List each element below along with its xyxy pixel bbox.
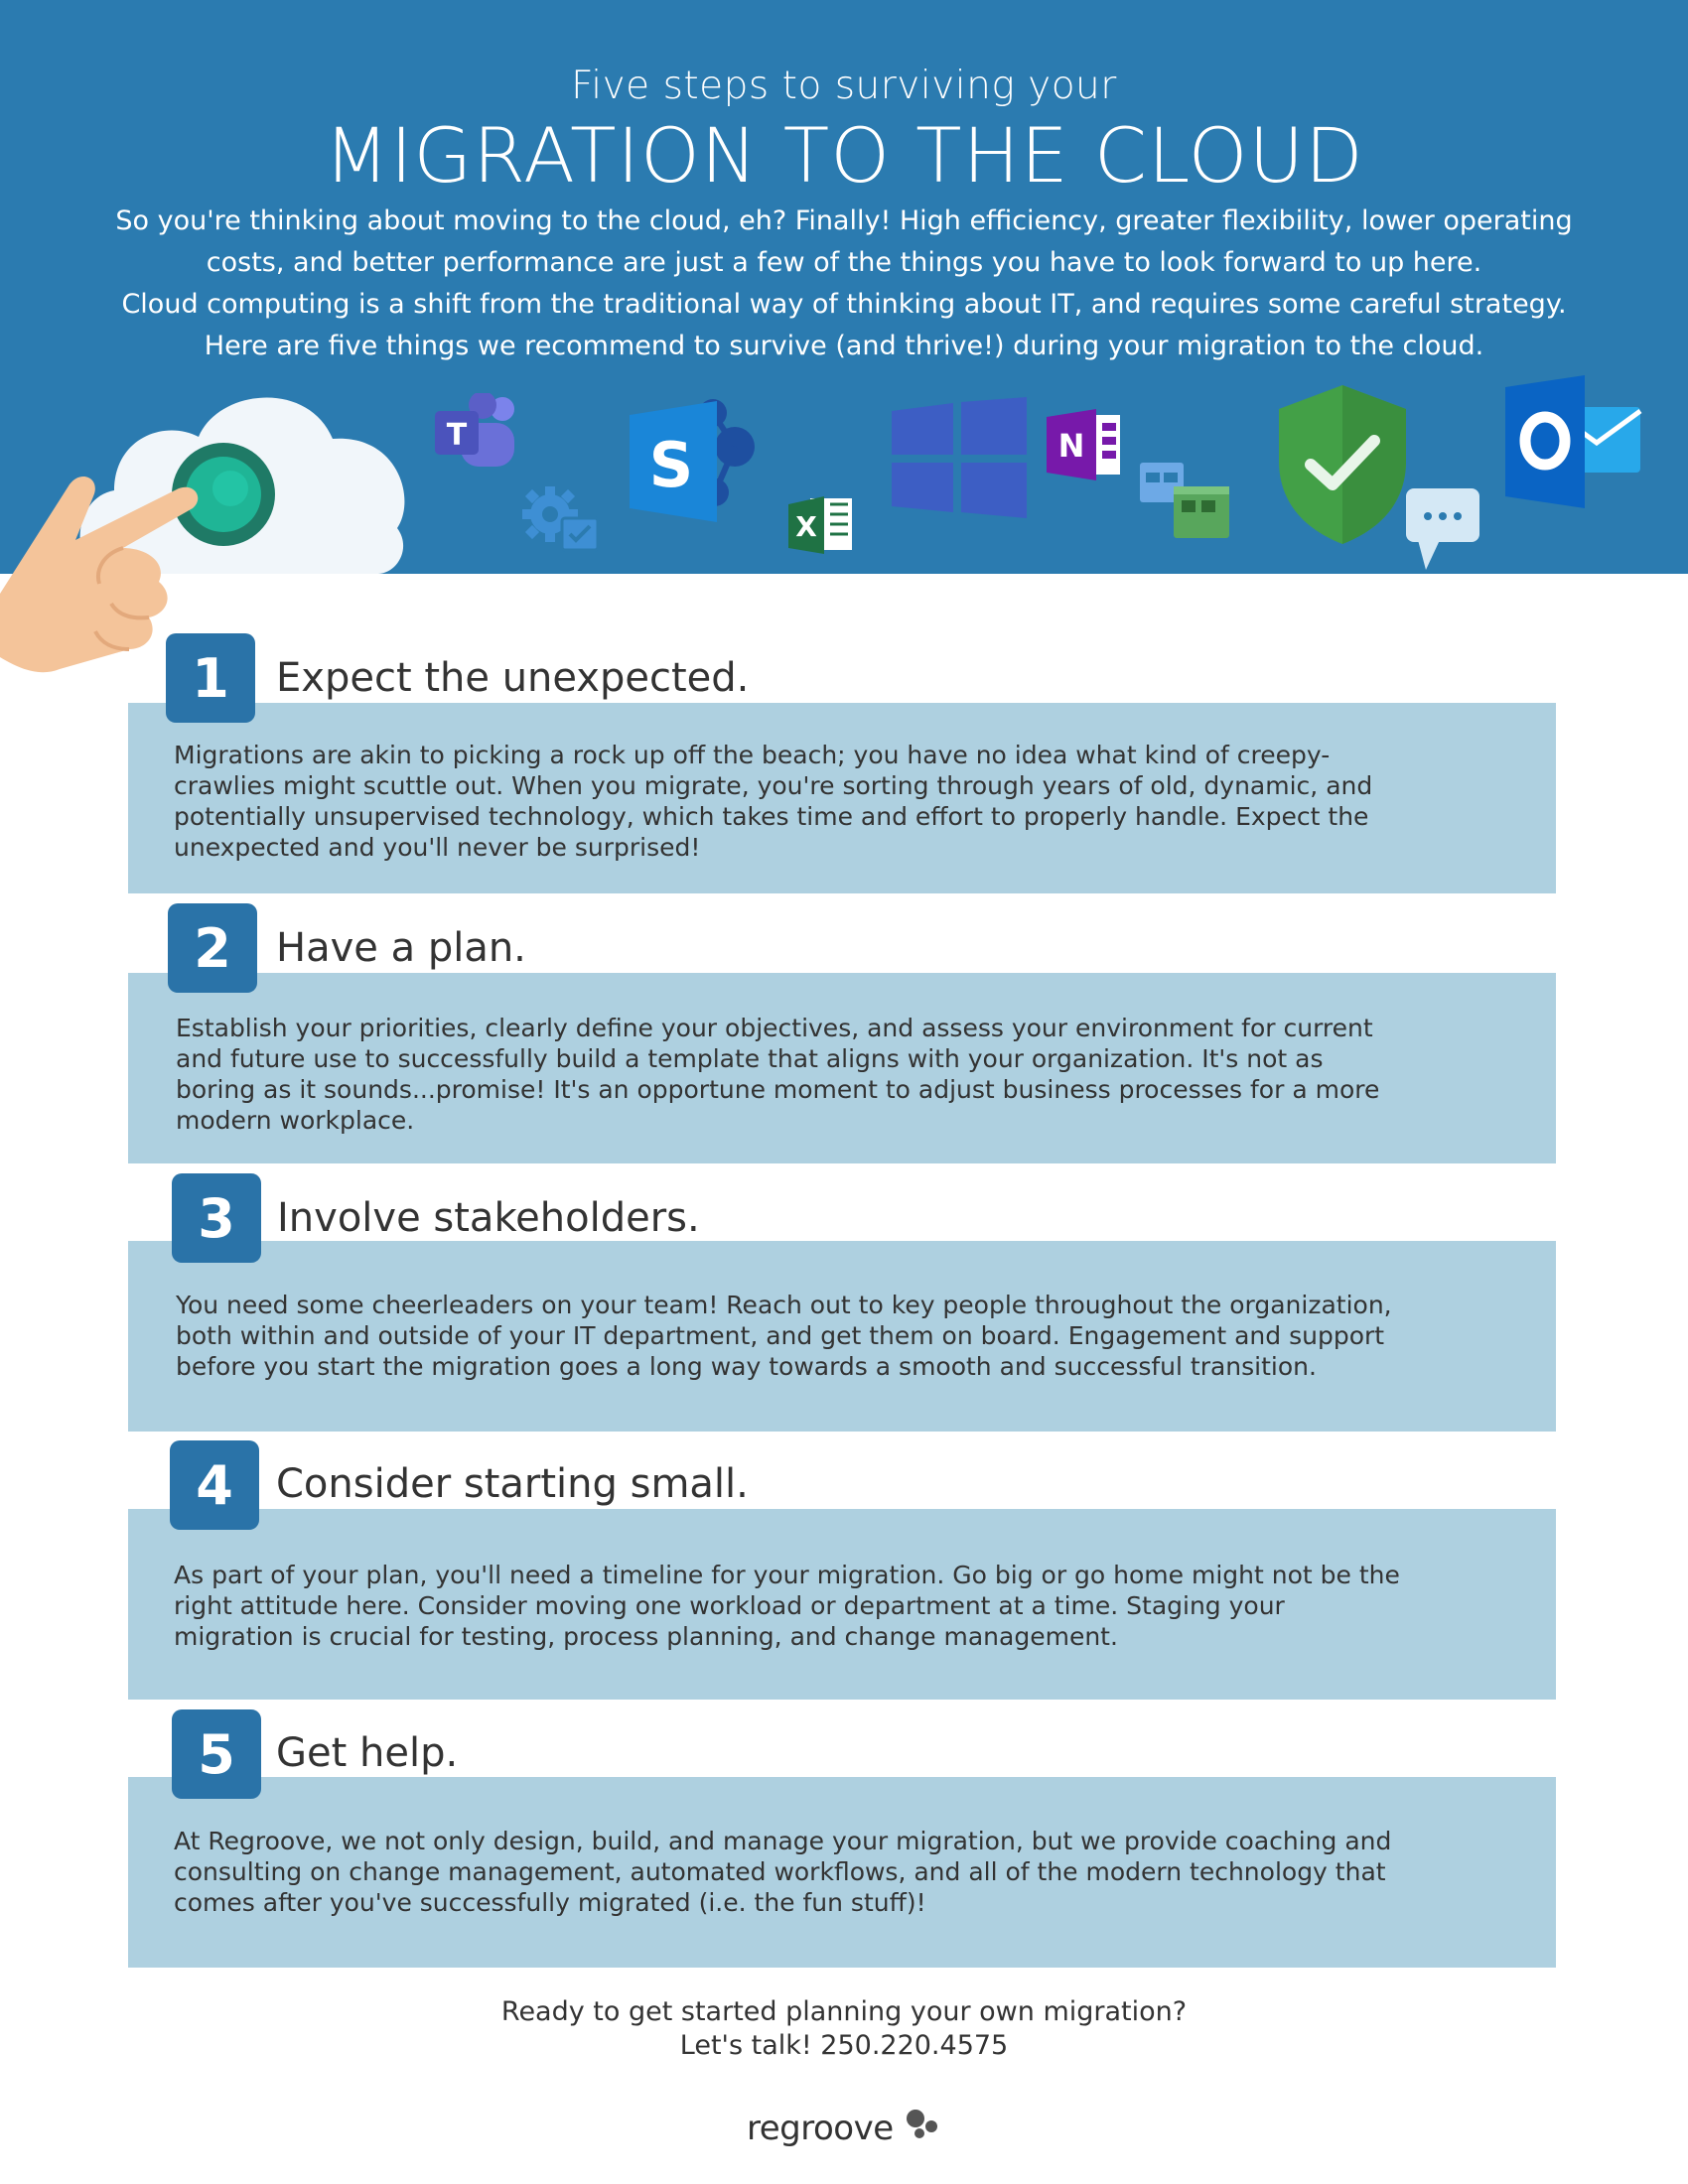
step-1-line: Migrations are akin to picking a rock up off the beach; you have no idea what kind of creepy-: [174, 741, 1331, 769]
intro-line: So you're thinking about moving to the cloud, eh? Finally! High efficiency, greater flexibility, lower operating: [115, 205, 1573, 236]
step-5-box: [128, 1777, 1556, 1968]
step-1-number-badge: 1: [166, 633, 255, 723]
svg-text:S: S: [648, 429, 694, 501]
step-4-line: migration is crucial for testing, process planning, and change management.: [174, 1622, 1118, 1651]
step-4-line: right attitude here. Consider moving one workload or department at a time. Staging your: [174, 1591, 1285, 1620]
cta-line: Ready to get started planning your own migration?: [500, 1996, 1188, 2027]
step-4-box: [128, 1509, 1556, 1700]
step-3-line: before you start the migration goes a long way towards a smooth and successful transition.: [176, 1352, 1317, 1381]
step-1-line: potentially unsupervised technology, which takes time and effort to properly handle. Expect the: [174, 802, 1369, 831]
step-5-heading: Get help.: [276, 1730, 459, 1776]
logo-dots-icon: [904, 2107, 943, 2140]
regroove-logo: [747, 2105, 945, 2164]
step-2-box: [128, 973, 1556, 1163]
step-5-line: consulting on change management, automated workflows, and all of the modern technology that: [174, 1857, 1386, 1886]
step-2-line: modern workplace.: [176, 1106, 415, 1135]
intro-line: costs, and better performance are just a few of the things you have to look forward to up here.: [206, 247, 1482, 278]
step-2-number-badge: 2: [168, 903, 257, 993]
step-3-box: [128, 1241, 1556, 1432]
step-4-line: As part of your plan, you'll need a timeline for your migration. Go big or go home might not be the: [174, 1561, 1400, 1589]
step-3-heading: Involve stakeholders.: [277, 1195, 700, 1241]
step-1-text: [174, 740, 1524, 863]
intro-paragraph: [40, 201, 1648, 367]
svg-text:N: N: [1057, 427, 1085, 465]
sharepoint-icon: [618, 397, 769, 526]
step-5-line: At Regroove, we not only design, build, and manage your migration, but we provide coaching and: [174, 1827, 1392, 1855]
step-2-heading: Have a plan.: [276, 925, 526, 971]
step-3-line: You need some cheerleaders on your team! Reach out to key people throughout the organization,: [176, 1291, 1392, 1319]
step-4-heading: Consider starting small.: [276, 1461, 749, 1507]
step-1-line: unexpected and you'll never be surprised!: [174, 833, 701, 862]
step-2-text: [176, 1013, 1526, 1136]
outlook-icon: [1503, 373, 1644, 510]
step-3-number-badge: 3: [172, 1173, 261, 1263]
chat-icon: [1404, 484, 1483, 574]
header-banner: [0, 0, 1688, 574]
step-1-heading: Expect the unexpected.: [276, 655, 750, 701]
svg-text:T: T: [446, 418, 468, 453]
step-5-number-badge: 5: [172, 1709, 261, 1799]
intro-line: Cloud computing is a shift from the traditional way of thinking about IT, and requires some careful strategy.: [121, 289, 1567, 320]
step-5-line: comes after you've successfully migrated (i.e. the fun stuff)!: [174, 1888, 926, 1917]
settings-icon: [518, 482, 602, 552]
step-2-line: and future use to successfully build a template that aligns with your organization. It's not as: [176, 1044, 1324, 1073]
step-4-text: [174, 1560, 1524, 1652]
step-3-text: [176, 1290, 1526, 1382]
step-2-line: boring as it sounds...promise! It's an opportune moment to adjust business processes for a more: [176, 1075, 1380, 1104]
call-to-action: [0, 1995, 1688, 2063]
onenote-icon: [1045, 407, 1128, 482]
step-2-line: Establish your priorities, clearly define your objectives, and assess your environment for current: [176, 1014, 1373, 1042]
step-4-number-badge: 4: [170, 1440, 259, 1530]
page-subtitle: Five steps to surviving your: [571, 64, 1117, 108]
shield-check-icon: [1275, 383, 1410, 546]
step-3-line: both within and outside of your IT department, and get them on board. Engagement and support: [176, 1321, 1385, 1350]
intro-line: Here are five things we recommend to survive (and thrive!) during your migration to the cloud.: [204, 331, 1484, 361]
svg-text:X: X: [795, 510, 817, 543]
windows-icon: [892, 397, 1031, 518]
excel-icon: [784, 492, 856, 558]
step-1-line: crawlies might scuttle out. When you migrate, you're sorting through years of old, dynamic, and: [174, 771, 1373, 800]
cta-phone-line[interactable]: Let's talk! 250.220.4575: [679, 2030, 1009, 2061]
step-1-box: [128, 703, 1556, 893]
step-5-text: [174, 1826, 1524, 1918]
planner-icon: [1138, 457, 1233, 544]
logo-wordmark: regroove: [747, 2109, 894, 2148]
page-title: MIGRATION TO THE CLOUD: [324, 111, 1364, 200]
teams-icon: [431, 393, 530, 473]
